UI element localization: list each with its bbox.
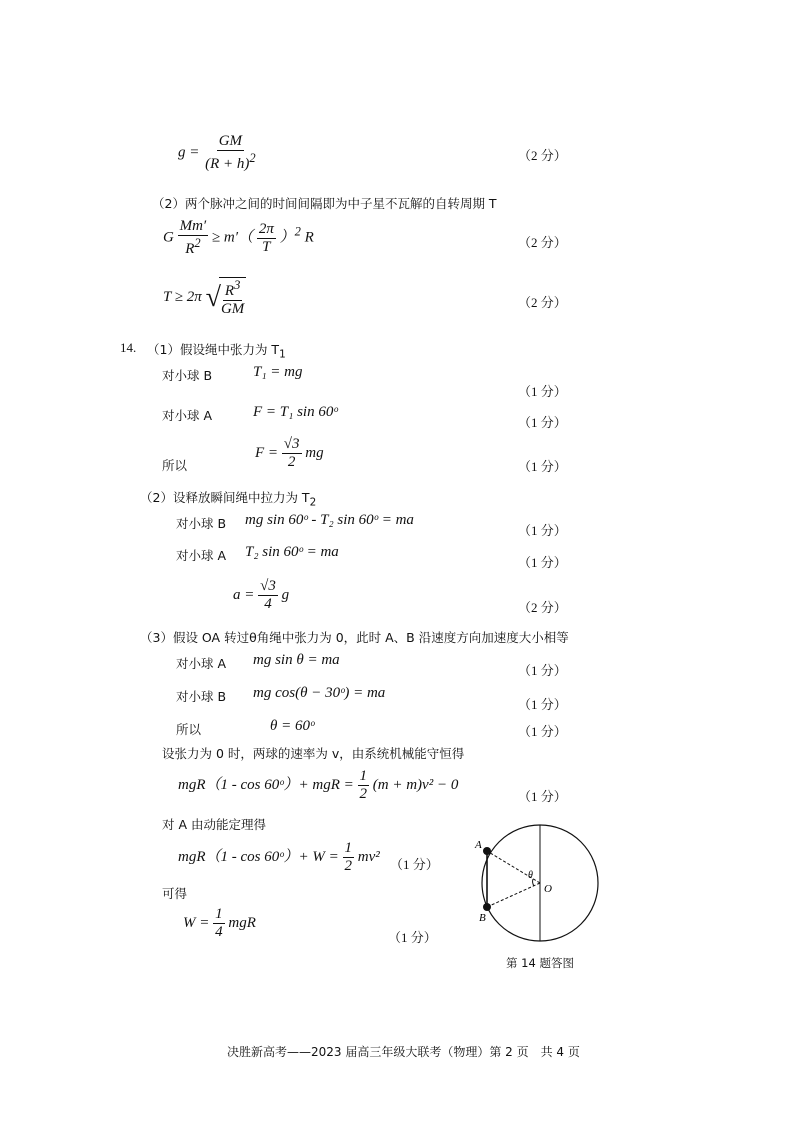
q14-p3-w-lhs: W =	[183, 915, 210, 932]
q14-p3-w-score: （1 分）	[388, 930, 437, 945]
q14-p1-so-eq	[255, 436, 324, 472]
q14-p3-ke-score: （1 分）	[390, 857, 439, 872]
eq-g-denominator	[203, 151, 258, 173]
eq-g	[178, 133, 258, 174]
score-eq-period: （2 分）	[518, 295, 567, 310]
q14-p3-ke-den: 2	[344, 858, 353, 875]
figure-label-theta: θ	[528, 870, 533, 881]
q14-p2-res-tail: g	[281, 587, 290, 604]
q14-p1-so-label: 所以	[162, 458, 188, 473]
q14-p1-b-eq: T₁ = mg	[253, 364, 303, 380]
q14-p3-energy-lhs: mgR（1 - cos 60ᵒ）+ mgR =	[178, 777, 354, 794]
q14-p3-energy-tail: (m + m)v² − 0	[372, 777, 459, 794]
q13-part2-intro: （2）两个脉冲之间的时间间隔即为中子星不瓦解的自转周期 T	[152, 196, 497, 211]
q14-p3-a-score: （1 分）	[518, 663, 567, 678]
figure-caption: 第 14 题答图	[506, 956, 574, 970]
eq-ineq-den-sup: 2	[194, 236, 201, 251]
score-eq-g: （2 分）	[518, 148, 567, 163]
q14-p3-b-score: （1 分）	[518, 697, 567, 712]
eq-period	[163, 277, 246, 319]
q14-p2-b-label: 对小球 B	[176, 516, 227, 531]
q14-p3-b-label: 对小球 B	[176, 689, 227, 704]
q14-p2-res-den: 4	[264, 596, 272, 613]
q14-p3-w-tail: mgR	[228, 915, 256, 932]
q14-p3-energy-score: （1 分）	[518, 789, 567, 804]
eq-ineq-mid: ≥ m′（	[211, 229, 254, 246]
q14-p2-a-eq: T₂ sin 60ᵒ = ma	[245, 544, 339, 560]
eq-period-num-sup: 3	[234, 278, 241, 292]
q14-p3-energy-num: 1	[358, 768, 370, 786]
score-eq-inequality: （2 分）	[518, 235, 567, 250]
q14-p3-ke-lhs: mgR（1 - cos 60ᵒ）+ W =	[178, 849, 339, 866]
eq-ineq-den-text: R	[185, 241, 195, 258]
q14-p3-w-den: 4	[215, 924, 223, 941]
q14-p1-b-label: 对小球 B	[162, 368, 213, 383]
q14-p2-res-fraction	[258, 578, 278, 614]
q14-p1-so-num: √3	[282, 436, 302, 454]
figure-line-ob	[487, 883, 540, 907]
q14-p3-w-fraction	[213, 906, 225, 942]
q14-p3-ke-eq	[178, 840, 380, 876]
eq-period-fraction	[219, 277, 246, 319]
ball-a	[483, 847, 491, 855]
page-footer: 决胜新高考——2023 届高三年级大联考（物理）第 2 页 共 4 页	[227, 1045, 580, 1059]
q14-p2-res-lhs: a =	[233, 587, 255, 604]
eq-ineq-fraction2	[257, 221, 276, 257]
q14-p2-result	[233, 578, 289, 614]
eq-period-numerator	[223, 278, 242, 301]
q14-p3-w-eq	[183, 906, 256, 942]
sqrt-sign: √	[205, 281, 221, 313]
q14-p3-ke-intro: 对 A 由动能定理得	[162, 817, 266, 832]
eq-ineq-tail: ）	[279, 229, 295, 246]
eq-g-den-sup: 2	[249, 151, 256, 166]
ball-b	[483, 903, 491, 911]
q14-p2-intro	[140, 488, 316, 509]
q14-p1-so-fraction	[282, 436, 302, 472]
q14-p1-so-lhs: F =	[255, 445, 279, 462]
q14-p2-intro-sub: 2	[309, 496, 317, 509]
q14-p3-a-eq: mg sin θ = ma	[253, 652, 340, 668]
eq-g-lhs: g =	[178, 144, 200, 161]
q14-p2-a-score: （1 分）	[518, 555, 567, 570]
eq-ineq-G: G	[163, 229, 174, 246]
q14-p3-so-eq: θ = 60ᵒ	[270, 718, 315, 734]
q14-p1-intro-sub: 1	[279, 348, 286, 361]
q14-p3-get: 可得	[162, 886, 188, 901]
q14-p3-w-num: 1	[213, 906, 225, 924]
eq-period-denominator: GM	[220, 301, 245, 318]
q14-p3-energy-intro: 设张力为 0 时，两球的速率为 v，由系统机械能守恒得	[162, 746, 465, 761]
eq-g-den-text: (R + h)	[205, 156, 250, 173]
q14-p3-a-label: 对小球 A	[176, 656, 227, 671]
q14-p1-b-score: （1 分）	[518, 384, 567, 399]
q14-p3-energy-eq	[178, 768, 458, 804]
eq-ineq-fraction	[178, 218, 209, 259]
eq-ineq-denominator	[183, 236, 202, 258]
q14-p1-intro-text: （1）假设绳中张力为 T	[147, 342, 280, 357]
q14-p1-a-label: 对小球 A	[162, 408, 213, 423]
q14-p3-b-eq: mg cos(θ − 30ᵒ) = ma	[253, 685, 386, 701]
eq-period-lhs: T ≥ 2π	[163, 289, 202, 306]
q14-p1-so-den: 2	[287, 454, 296, 471]
q14-figure	[470, 820, 620, 948]
q14-p3-energy-den: 2	[359, 786, 368, 803]
q14-p1-so-score: （1 分）	[518, 459, 567, 474]
eq-inequality	[163, 218, 314, 259]
eq-ineq-R: R	[304, 229, 314, 246]
q14-p1-a-eq: F = T₁ sin 60ᵒ	[253, 404, 338, 420]
q14-p3-ke-num: 1	[343, 840, 355, 858]
q14-p1-so-tail: mg	[305, 445, 324, 462]
q14-p2-intro-text: （2）设释放瞬间绳中拉力为 T	[140, 490, 310, 505]
eq-ineq-sup: 2	[294, 224, 301, 239]
figure-label-b: B	[479, 912, 486, 924]
q14-p1-intro	[147, 340, 286, 361]
eq-g-fraction	[203, 133, 258, 174]
q14-p3-so-score: （1 分）	[518, 724, 567, 739]
q14-p2-a-label: 对小球 A	[176, 548, 227, 563]
eq-ineq-frac2-num: 2π	[257, 221, 276, 239]
q14-p2-b-eq: mg sin 60ᵒ - T₂ sin 60ᵒ = ma	[245, 512, 414, 528]
q14-p2-b-score: （1 分）	[518, 523, 567, 538]
eq-ineq-frac2-den: T	[262, 238, 271, 255]
q14-p2-res-score: （2 分）	[518, 600, 567, 615]
figure-label-o: O	[544, 883, 552, 895]
q14-p3-ke-fraction	[343, 840, 355, 876]
q14-p2-res-num: √3	[258, 578, 278, 596]
eq-g-numerator: GM	[217, 133, 244, 151]
eq-period-num-text: R	[224, 283, 235, 299]
q14-number: 14.	[120, 340, 137, 355]
q14-p3-ke-tail: mv²	[357, 849, 380, 866]
q14-p1-a-score: （1 分）	[518, 415, 567, 430]
q14-p3-intro: （3）假设 OA 转过θ角绳中张力为 0，此时 A、B 沿速度方向加速度大小相等	[140, 630, 569, 645]
q14-p3-energy-fraction	[358, 768, 370, 804]
figure-label-a: A	[475, 839, 482, 851]
q14-p3-so-label: 所以	[176, 722, 202, 737]
eq-ineq-numerator: Mm′	[178, 218, 209, 236]
